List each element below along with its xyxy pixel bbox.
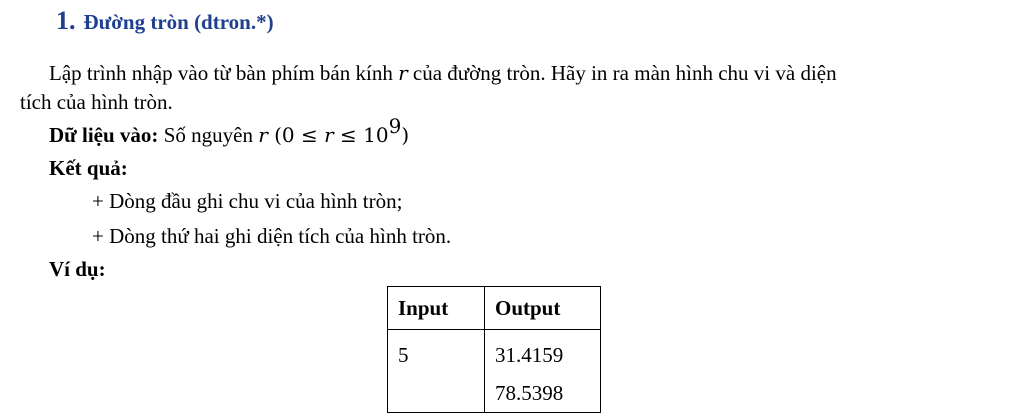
header-output: Output [485,287,601,330]
input-spec-label: Dữ liệu vào: [49,123,159,147]
output-spec-label: Kết quả: [49,156,128,180]
description-line-1: Lập trình nhập vào từ bàn phím bán kính r của đường tròn. Hãy in ra màn hình chu vi và diện [49,61,837,85]
example-table [387,286,601,413]
problem-number: 1. [56,6,76,35]
output-item: + Dòng đầu ghi chu vi của hình tròn; [92,189,403,213]
header-input: Input [388,287,485,330]
output-item: + Dòng thứ hai ghi diện tích của hình tròn. [92,224,452,248]
input-cell [388,330,485,413]
input-spec: Dữ liệu vào: Số nguyên r $(0 \le r \le 10^9)$ [49,114,410,147]
table-header-row [388,287,601,330]
output-value: 78.5398 [495,381,564,405]
description-line-2: tích của hình tròn. [20,90,173,114]
problem-title: Đường tròn (dtron.*) [83,10,274,34]
radius-var: r [398,61,408,85]
output-value: 31.4159 [495,343,564,367]
output-cell [485,330,601,413]
input-value: 5 [398,343,409,367]
problem-heading [56,6,274,36]
example-label: Ví dụ: [49,257,106,281]
table-row [388,330,601,413]
